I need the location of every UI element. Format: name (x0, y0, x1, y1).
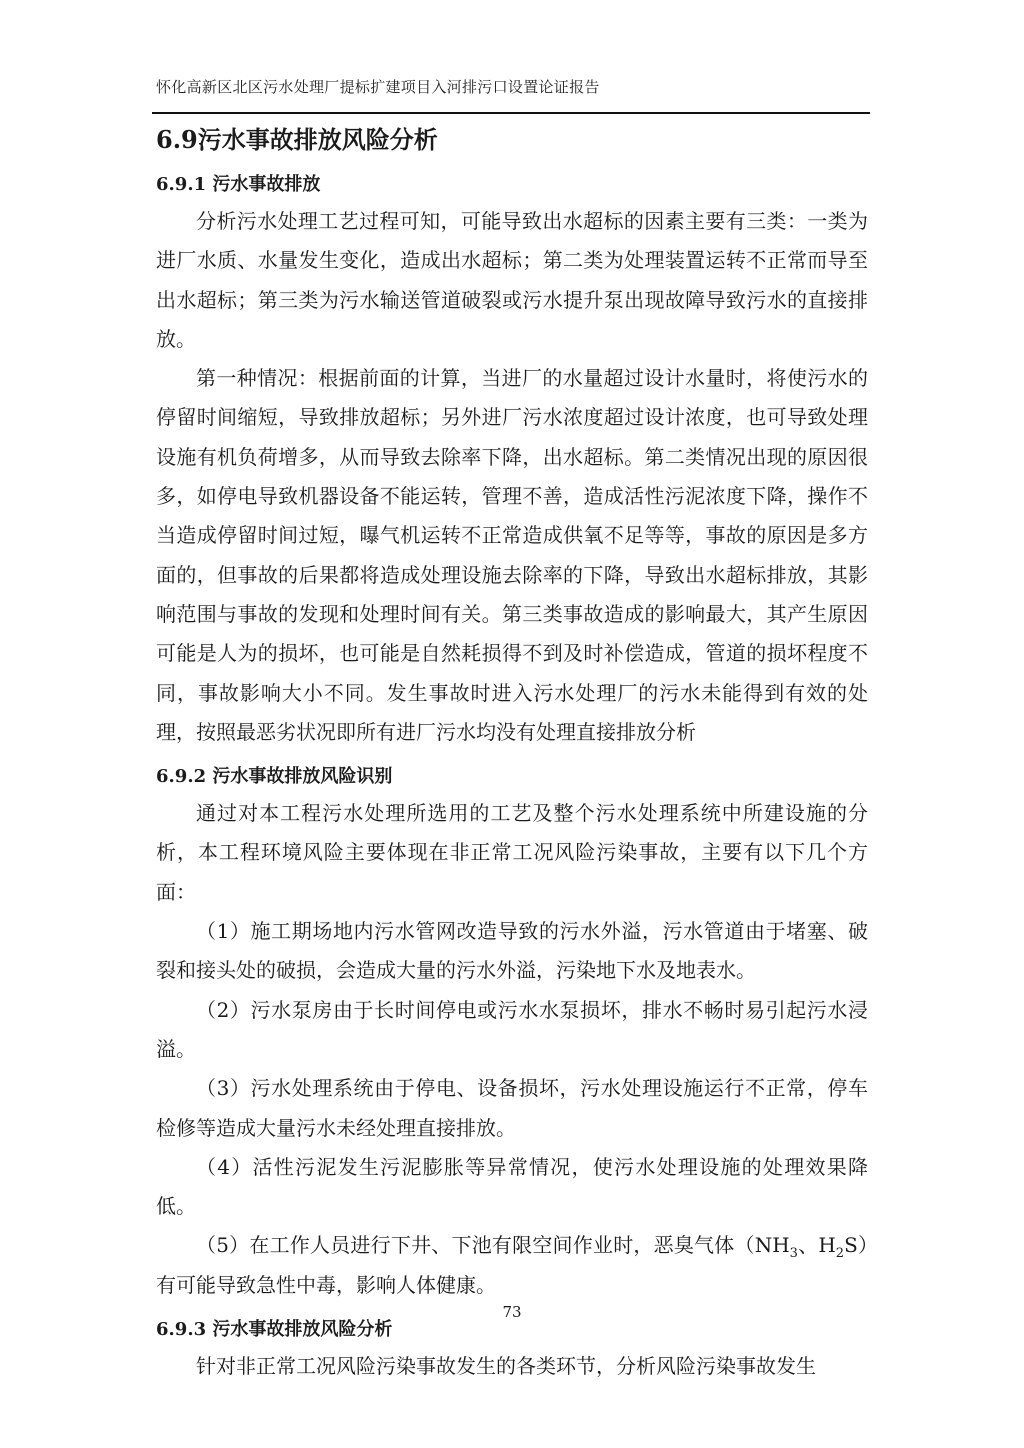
page-body (156, 120, 868, 1386)
subsection-title-6-9-2: 6.9.2 污水事故排放风险识别 (156, 766, 393, 788)
list-item: （3）污水处理系统由于停电、设备损坏，污水处理设施运行不正常，停车检修等造成大量污水未经处理直接排放。 (156, 1076, 868, 1140)
paragraph: 通过对本工程污水处理所选用的工艺及整个污水处理系统中所建设施的分析，本工程环境风险主要体现在非正常工况风险污染事故，主要有以下几个方面： (156, 801, 868, 904)
subsection-title-6-9-3: 6.9.3 污水事故排放风险分析 (156, 1319, 393, 1341)
list-item: （1）施工期场地内污水管网改造导致的污水外溢，污水管道由于堵塞、破裂和接头处的破损，会造成大量的污水外溢，污染地下水及地表水。 (156, 919, 868, 983)
subsection-title-6-9-1: 6.9.1 污水事故排放 (156, 174, 321, 195)
section-title: 6.9污水事故排放风险分析 (156, 125, 438, 154)
paragraph: 分析污水处理工艺过程可知，可能导致出水超标的因素主要有三类：一类为进厂水质、水量发生变化，造成出水超标；第二类为处理装置运转不正常而导至出水超标；第三类为污水输送管道破裂或污水提升泵出现故障导致污水的直接排放。 (156, 209, 868, 351)
list-item: （4）活性污泥发生污泥膨胀等异常情况，使污水处理设施的处理效果降低。 (156, 1154, 868, 1219)
running-header: 怀化高新区北区污水处理厂提标扩建项目入河排污口设置论证报告 (156, 78, 600, 96)
item-text: S）有可能导致急性中毒，影响人体健康。 (156, 1233, 868, 1297)
item-text: （5）在工作人员进行下井、下池有限空间作业时，恶臭气体（NH (196, 1233, 790, 1258)
subscript: 3 (789, 1246, 798, 1262)
header-rule (152, 112, 870, 114)
paragraph: 针对非正常工况风险污染事故发生的各类环节，分析风险污染事故发生 (196, 1354, 816, 1379)
list-item: （2）污水泵房由于长时间停电或污水水泵损坏，排水不畅时易引起污水浸溢。 (156, 997, 868, 1061)
list-item (156, 1226, 868, 1305)
item-text: 、H (797, 1233, 836, 1258)
subscript: 2 (835, 1246, 845, 1262)
page-number: 73 (502, 1303, 522, 1321)
paragraph: 第一种情况：根据前面的计算，当进厂的水量超过设计水量时，将使污水的停留时间缩短，导致排放超标；另外进厂污水浓度超过设计浓度，也可导致处理设施有机负荷增多，从而导致去除率下降，出水超标。第二类情况出现的原因很多，如停电导致机器设备不能运转，管理不善，造成活性污泥浓度下降，操作不当造成停留时间过短，曝气机运转不正常造成供氧不足等等，事故的原因是多方面的，但事故的后果都将造成处理设施去除率的下降，导致出水超标排放，其影响范围与事故的发现和处理时间有关。第三类事故造成的影响最大，其产生原因可能是人为的损坏，也可能是自然耗损得不到及时补偿造成，管道的损坏程度不同，事故影响大小不同。发生事故时进入污水处理厂的污水未能得到有效的处理，按照最恶劣状况即所有进厂污水均没有处理直接排放分析 (156, 366, 868, 744)
